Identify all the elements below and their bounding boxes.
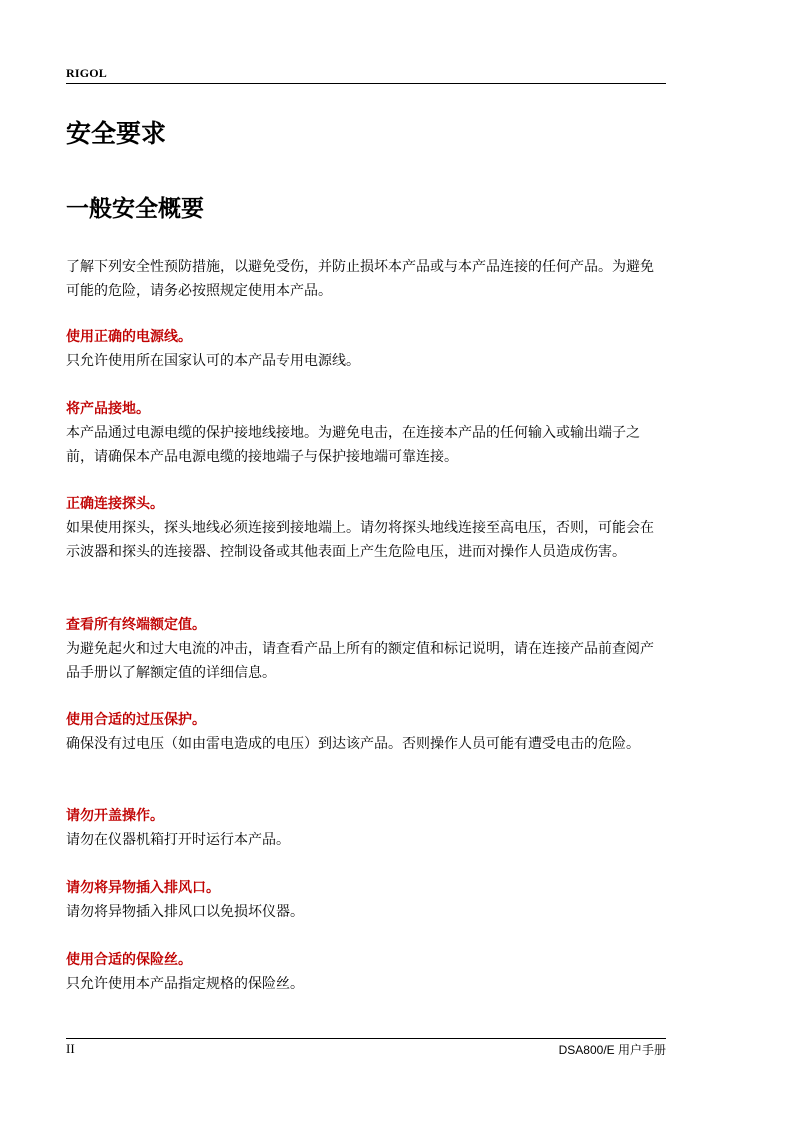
header-divider — [66, 83, 666, 84]
safety-item-text: 只允许使用所在国家认可的本产品专用电源线。 — [66, 353, 360, 369]
safety-item-text: 确保没有过电压（如由雷电造成的电压）到达该产品。否则操作人员可能有遭受电击的危险。 — [66, 736, 640, 752]
safety-item-title: 使用合适的过压保护。 — [66, 712, 206, 728]
header-brand: RIGOL — [66, 66, 108, 80]
safety-item — [66, 806, 666, 852]
safety-item-text: 如果使用探头，探头地线必须连接到接地端上。请勿将探头地线连接至高电压，否则，可能会在示波器和探头的连接器、控制设备或其他表面上产生危险电压，进而对操作人员造成伤害。 — [66, 520, 654, 560]
safety-item — [66, 878, 666, 924]
safety-item — [66, 399, 666, 469]
safety-item-text: 请勿在仪器机箱打开时运行本产品。 — [66, 832, 290, 848]
safety-item — [66, 615, 666, 685]
safety-item-text: 本产品通过电源电缆的保护接地线接地。为避免电击，在连接本产品的任何输入或输出端子之前，请确保本产品电源电缆的接地端子与保护接地端可靠连接。 — [66, 425, 640, 465]
safety-item-title: 查看所有终端额定值。 — [66, 617, 206, 633]
page-number: II — [66, 1041, 75, 1056]
safety-item-title: 使用正确的电源线。 — [66, 329, 192, 345]
safety-item-title: 请勿开盖操作。 — [66, 808, 164, 824]
safety-item — [66, 494, 666, 564]
safety-item — [66, 710, 666, 756]
safety-item-text: 只允许使用本产品指定规格的保险丝。 — [66, 976, 304, 992]
safety-item — [66, 950, 666, 996]
safety-item-title: 使用合适的保险丝。 — [66, 952, 192, 968]
section-heading: 一般安全概要 — [66, 196, 204, 222]
safety-item-title: 将产品接地。 — [66, 401, 150, 417]
footer-divider — [66, 1038, 666, 1039]
safety-item — [66, 327, 666, 373]
safety-item-title: 请勿将异物插入排风口。 — [66, 880, 220, 896]
page-title: 安全要求 — [66, 119, 167, 148]
manual-title: DSA800/E 用户手册 — [558, 1043, 666, 1057]
safety-item-text: 请勿将异物插入排风口以免损坏仪器。 — [66, 904, 304, 920]
safety-item-text: 为避免起火和过大电流的冲击，请查看产品上所有的额定值和标记说明，请在连接产品前查阅产品手册以了解额定值的详细信息。 — [66, 641, 654, 681]
intro-paragraph: 了解下列安全性预防措施，以避免受伤，并防止损坏本产品或与本产品连接的任何产品。为避免可能的危险，请务必按照规定使用本产品。 — [66, 259, 654, 299]
safety-item-title: 正确连接探头。 — [66, 496, 164, 512]
